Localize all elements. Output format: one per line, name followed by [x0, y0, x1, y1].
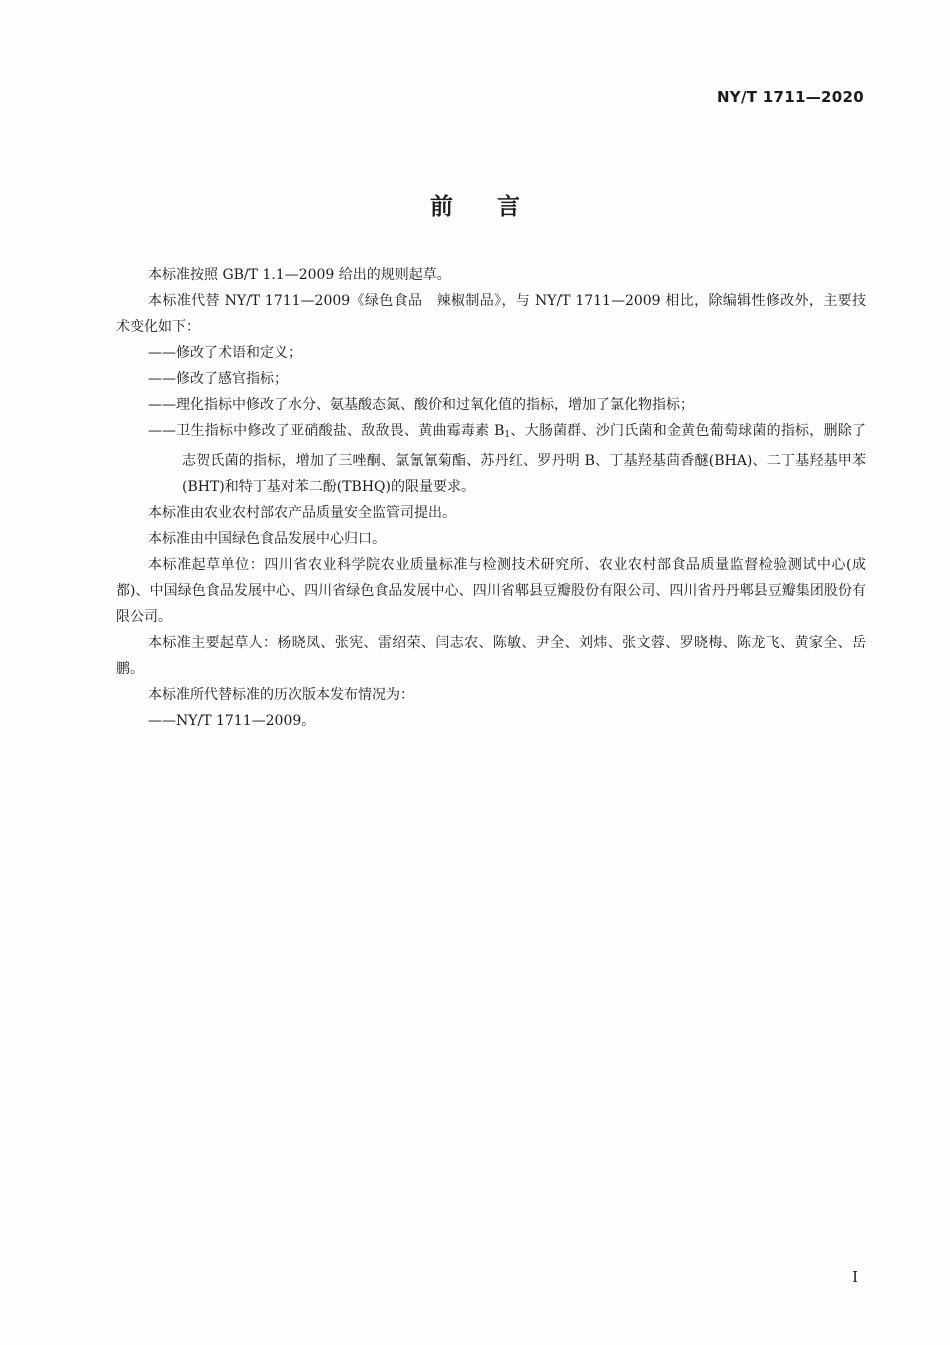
standard-code: NY/T 1711—2020 [716, 88, 864, 106]
change-item-hygiene-part2: 、大肠菌群、沙门氏菌和金黄色葡萄球菌的指标，删除了志贺氏菌的指标，增加了三唑酮、氯氰氰菊酯、苏丹红、罗丹明 B、丁基羟基茴香醚(BHA)、二丁基羟基甲苯(BHT)和特丁基对苯二酚(TBHQ)的限量要求。 [182, 423, 866, 495]
change-item-physicochemical: ——理化指标中修改了水分、氨基酸态氮、酸价和过氧化值的指标，增加了氯化物指标； [148, 397, 694, 413]
change-item-hygiene [116, 418, 866, 500]
change-item-hygiene-part1: ——卫生指标中修改了亚硝酸盐、敌敌畏、黄曲霉毒素 B [148, 423, 505, 439]
paragraph-centralized: 本标准由中国绿色食品发展中心归口。 [148, 531, 386, 547]
paragraph-replacement: 本标准代替 NY/T 1711—2009《绿色食品 辣椒制品》，与 NY/T 1711—2009 相比，除编辑性修改外，主要技术变化如下： [116, 293, 866, 335]
page-title: 前言 [430, 194, 564, 220]
paragraph-proposer: 本标准由农业农村部农产品质量安全监管司提出。 [148, 505, 456, 521]
change-item-terms: ——修改了术语和定义； [148, 345, 302, 361]
paragraph-drafting-units: 本标准起草单位：四川省农业科学院农业质量标准与检测技术研究所、农业农村部食品质量监督检验测试中心(成都)、中国绿色食品发展中心、四川省绿色食品发展中心、四川省郫县豆瓣股份有限公司、四川省丹丹郫县豆瓣集团股份有限公司。 [116, 557, 866, 625]
subscript-1: 1 [504, 430, 511, 440]
history-item: ——NY/T 1711—2009。 [148, 713, 316, 729]
change-item-sensory: ——修改了感官指标； [148, 371, 288, 387]
paragraph-history: 本标准所代替标准的历次版本发布情况为： [148, 687, 414, 703]
foreword-body [116, 262, 866, 734]
page-number: I [852, 1268, 858, 1286]
paragraph-drafting-rules: 本标准按照 GB/T 1.1—2009 给出的规则起草。 [148, 267, 451, 283]
paragraph-drafters: 本标准主要起草人：杨晓凤、张宪、雷绍荣、闫志农、陈敏、尹全、刘炜、张文蓉、罗晓梅、陈龙飞、黄家全、岳鹏。 [116, 635, 866, 677]
